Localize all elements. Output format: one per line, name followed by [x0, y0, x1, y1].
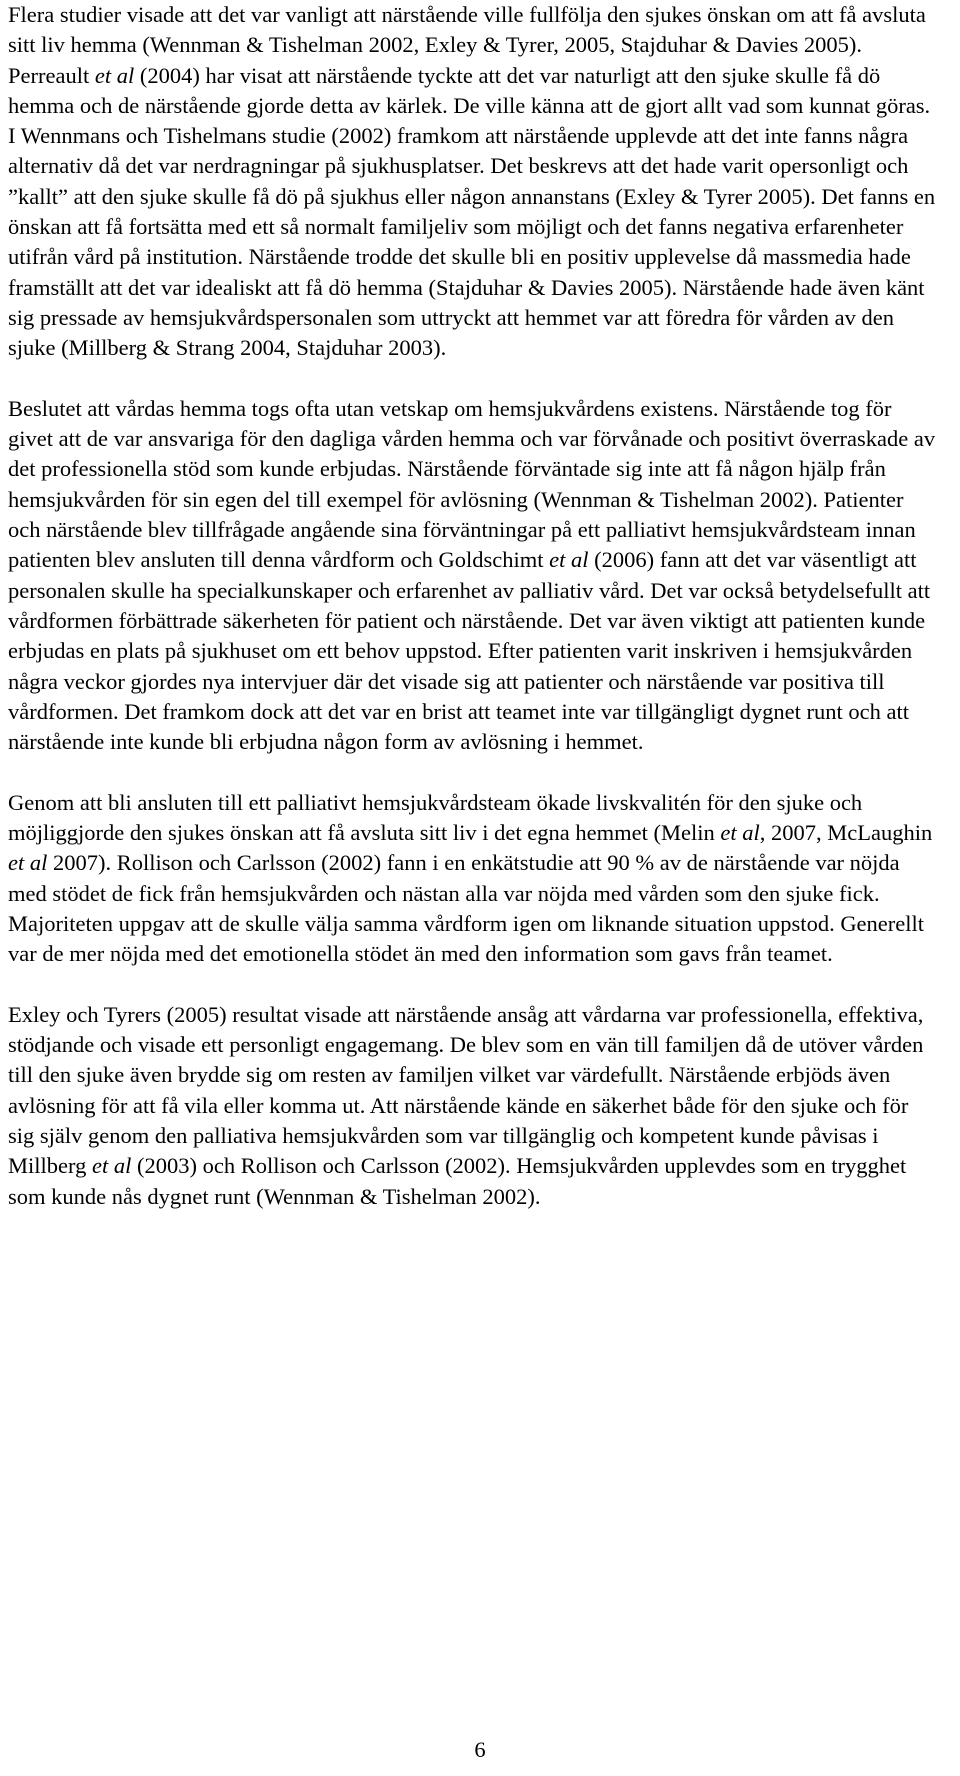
paragraph-2 — [8, 394, 940, 758]
paragraph-1 — [8, 0, 940, 364]
paragraph-3-text: , 2007, McLaughin — [759, 820, 933, 846]
italic-et-al: et al — [720, 820, 760, 846]
paragraph-2-text: (2006) fann att det var väsentligt att personalen skulle ha specialkunskaper och erfarenhet av palliativ vård. Det var också betydelsefullt att vårdformen förbättrade säkerheten för patient och närstående. Det var även viktigt att patienten kunde erbjudas en plats på sjukhuset om ett behov uppstod. Efter patienten varit inskriven i hemsjukvården några veckor gjordes nya intervjuer där det visade sig att patienter och närstående var positiva till vårdformen. Det framkom dock att det var en brist att teamet inte var tillgängligt dygnet runt och att närstående inte kunde bli erbjudna någon form av avlösning i hemmet. — [8, 547, 931, 755]
italic-et-al: et al — [94, 62, 135, 88]
paragraph-1-text: Flera studier visade att det var vanligt att närstående ville fullfölja den sjukes önskan om att få avsluta sitt liv hemma (Wennman & Tishelman 2002, Exley & Tyrer, 2005, Stajduhar & Davies 2005). Perreault — [8, 2, 926, 88]
page-number: 6 — [474, 1737, 486, 1762]
paragraph-3-text: 2007). Rollison och Carlsson (2002) fann i en enkätstudie att 90 % av de närstående var nöjda med stödet de fick från hemsjukvården och nästan alla var nöjda med vården som den sjuke fick. Majoriteten uppgav att de skulle välja samma vårdform igen om liknande situation uppstod. Generellt var de mer nöjda med det emotionella stödet än med den information som gavs från teamet. — [8, 850, 925, 967]
paragraph-1-text: (2004) har visat att närstående tyckte att det var naturligt att den sjuke skulle få dö hemma och de närstående gjorde detta av kärlek. De ville känna att de gjort allt vad som kunnat göras. I Wennmans och Tishelmans studie (2002) framkom att närstående upplevde att det inte fanns några alternativ då det var nerdragningar på sjukhusplatser. Det beskrevs att det hade varit opersonligt och ”kallt” att den sjuke skulle få dö på sjukhus eller någon annanstans (Exley & Tyrer 2005). Det fanns en önskan att få fortsätta med ett så normalt familjeliv som möjligt och det fanns negativa erfarenheter utifrån vård på institution. Närstående trodde det skulle bli en positiv upplevelse då massmedia hade framställt att det var idealiskt att få dö hemma (Stajduhar & Davies 2005). Närstående hade även känt sig pressade av hemsjukvårdspersonalen som uttryckt att hemmet var att föredra för vården av den sjuke (Millberg & Strang 2004, Stajduhar 2003). — [8, 62, 936, 361]
body-text — [8, 0, 940, 1242]
paragraph-2-text: Beslutet att vårdas hemma togs ofta utan vetskap om hemsjukvårdens existens. Närstående tog för givet att de var ansvariga för den dagliga vården hemma och var förvånade och positivt överraskade av det professionella stöd som kunde erbjudas. Närstående förväntade sig inte att få någon hjälp från hemsjukvården för sin egen del till exempel för avlösning (Wennman & Tishelman 2002). Patienter och närstående blev tillfrågade angående sina förväntningar på ett palliativt hemsjukvårdsteam innan patienten blev ansluten till denna vårdform och Goldschimt — [8, 395, 936, 573]
italic-et-al: et al — [91, 1153, 132, 1179]
italic-et-al: et al — [549, 547, 589, 573]
italic-et-al: et al — [8, 850, 48, 876]
paragraph-3-text: Genom att bli ansluten till ett palliativt hemsjukvårdsteam ökade livskvalitén för den sjuke och möjliggjorde den sjukes önskan att få avsluta sitt liv i det egna hemmet (Melin — [8, 789, 863, 846]
paragraph-4-text: Exley och Tyrers (2005) resultat visade att närstående ansåg att vårdarna var professionella, effektiva, stödjande och visade ett personligt engagemang. De blev som en vän till familjen då de utöver vården till den sjuke även brydde sig om resten av familjen vilket var värdefullt. Närstående erbjöds även avlösning för att få vila eller komma ut. Att närstående kände en säkerhet både för den sjuke och för sig själv genom den palliativa hemsjukvården som var tillgänglig och kompetent kunde påvisas i Millberg — [8, 1001, 924, 1179]
paragraph-3 — [8, 788, 940, 970]
paragraph-4 — [8, 1000, 940, 1212]
paragraph-4-text: (2003) och Rollison och Carlsson (2002). Hemsjukvården upplevdes som en trygghet som kunde nås dygnet runt (Wennman & Tishelman 2002). — [8, 1153, 907, 1209]
